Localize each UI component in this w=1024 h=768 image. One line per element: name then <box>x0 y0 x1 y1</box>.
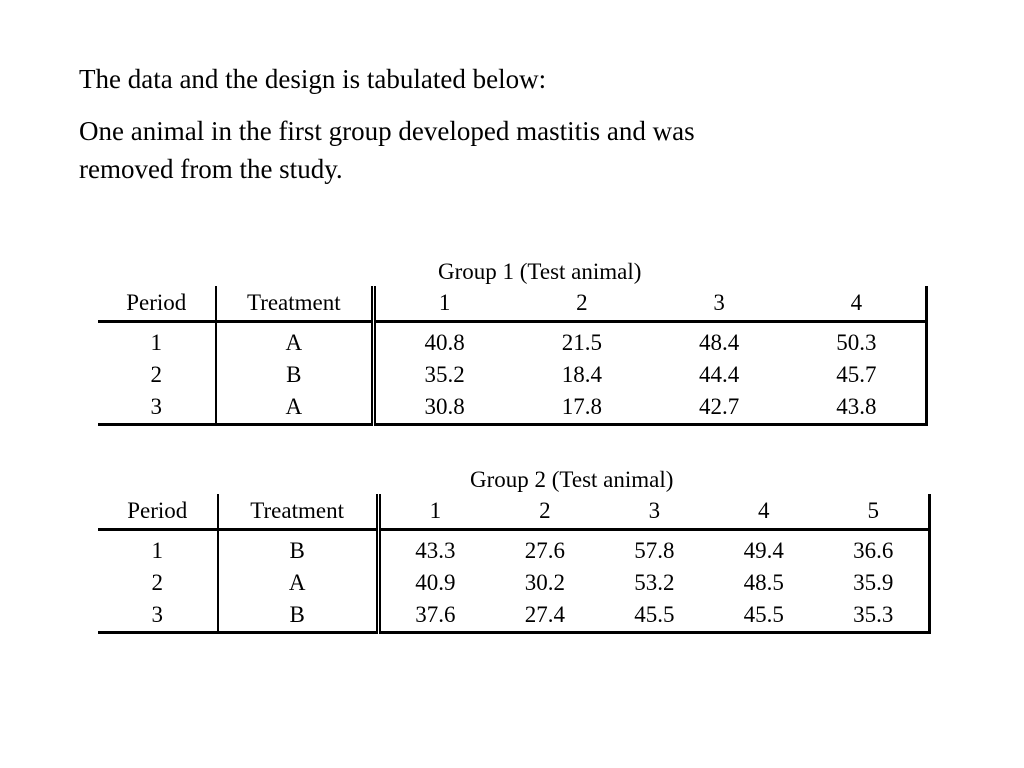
table-row <box>98 567 930 599</box>
group1-header-animal-1: 1 <box>374 286 514 322</box>
group2-value-cell: 35.3 <box>818 599 929 633</box>
table-row <box>98 359 927 391</box>
group2-header-animal-4: 4 <box>709 494 818 530</box>
group2-value-cell: 49.4 <box>743 538 784 563</box>
group2-value-cell: 57.8 <box>634 538 675 563</box>
group1-period-cell: 2 <box>98 359 216 391</box>
group2-treatment-cell: B <box>218 530 379 568</box>
group1-header-row <box>98 286 927 322</box>
group1-header-treatment: Treatment <box>216 286 374 322</box>
group2-header-treatment: Treatment <box>218 494 379 530</box>
intro-line-2b: removed from the study. <box>79 154 343 184</box>
table-row <box>98 599 930 633</box>
group2-value-cell: 53.2 <box>634 570 675 595</box>
group1-header-animal-2: 2 <box>513 286 650 322</box>
group2-header-period: Period <box>98 494 218 530</box>
table-row <box>98 391 927 425</box>
group2-header-animal-5: 5 <box>818 494 929 530</box>
group2-value-cell: 37.6 <box>378 599 490 633</box>
group1-value-cell: 45.7 <box>788 359 927 391</box>
group1-value-cell: 40.8 <box>424 330 465 355</box>
group1-value-cell: 18.4 <box>561 362 603 387</box>
group2-value-cell: 48.5 <box>743 570 784 595</box>
group1-value-cell: 43.8 <box>788 391 927 425</box>
group2-header-animal-2: 2 <box>490 494 599 530</box>
table-row <box>98 322 927 360</box>
table-row <box>98 530 930 568</box>
group2-value-cell: 45.5 <box>600 599 709 633</box>
group1-header-animal-4: 4 <box>788 286 927 322</box>
group1-treatment-cell: A <box>216 322 374 360</box>
group2-header-animal-1: 1 <box>378 494 490 530</box>
group2-value-cell: 27.6 <box>524 538 565 563</box>
group2-period-cell: 3 <box>98 599 218 633</box>
group2-value-cell: 30.2 <box>524 570 565 595</box>
intro-paragraph-2 <box>79 112 695 188</box>
group2-value-cell: 36.6 <box>818 530 929 568</box>
group1-value-cell: 17.8 <box>513 391 650 425</box>
group2-header-animal-3: 3 <box>600 494 709 530</box>
group2-value-cell: 45.5 <box>709 599 818 633</box>
group2-value-cell: 35.9 <box>818 567 929 599</box>
group1-value-cell: 44.4 <box>698 362 740 387</box>
group2-table-block <box>98 466 931 634</box>
group1-value-cell: 42.7 <box>651 391 788 425</box>
intro-line-2a: One animal in the first group developed mastitis and was <box>79 116 695 146</box>
group1-table <box>98 286 928 426</box>
group1-value-cell: 30.8 <box>374 391 514 425</box>
group2-table <box>98 494 931 634</box>
group2-caption: Group 2 (Test animal) <box>470 467 674 492</box>
group2-value-cell: 27.4 <box>490 599 599 633</box>
group2-header-row <box>98 494 930 530</box>
group2-period-cell: 2 <box>98 567 218 599</box>
group1-table-block <box>98 258 928 426</box>
group2-period-cell: 1 <box>98 530 218 568</box>
group1-period-cell: 1 <box>98 322 216 360</box>
group2-treatment-cell: B <box>218 599 379 633</box>
group1-caption: Group 1 (Test animal) <box>438 259 642 284</box>
group1-value-cell: 21.5 <box>561 330 603 355</box>
group2-value-cell: 43.3 <box>415 538 456 563</box>
group1-header-period: Period <box>98 286 216 322</box>
group1-period-cell: 3 <box>98 391 216 425</box>
group1-header-animal-3: 3 <box>651 286 788 322</box>
group1-value-cell: 48.4 <box>698 330 740 355</box>
intro-line-1: The data and the design is tabulated below: <box>79 64 547 94</box>
group1-treatment-cell: A <box>216 391 374 425</box>
group2-treatment-cell: A <box>218 567 379 599</box>
group2-value-cell: 40.9 <box>415 570 456 595</box>
group1-value-cell: 50.3 <box>788 322 927 360</box>
group1-treatment-cell: B <box>216 359 374 391</box>
group1-value-cell: 35.2 <box>424 362 465 387</box>
